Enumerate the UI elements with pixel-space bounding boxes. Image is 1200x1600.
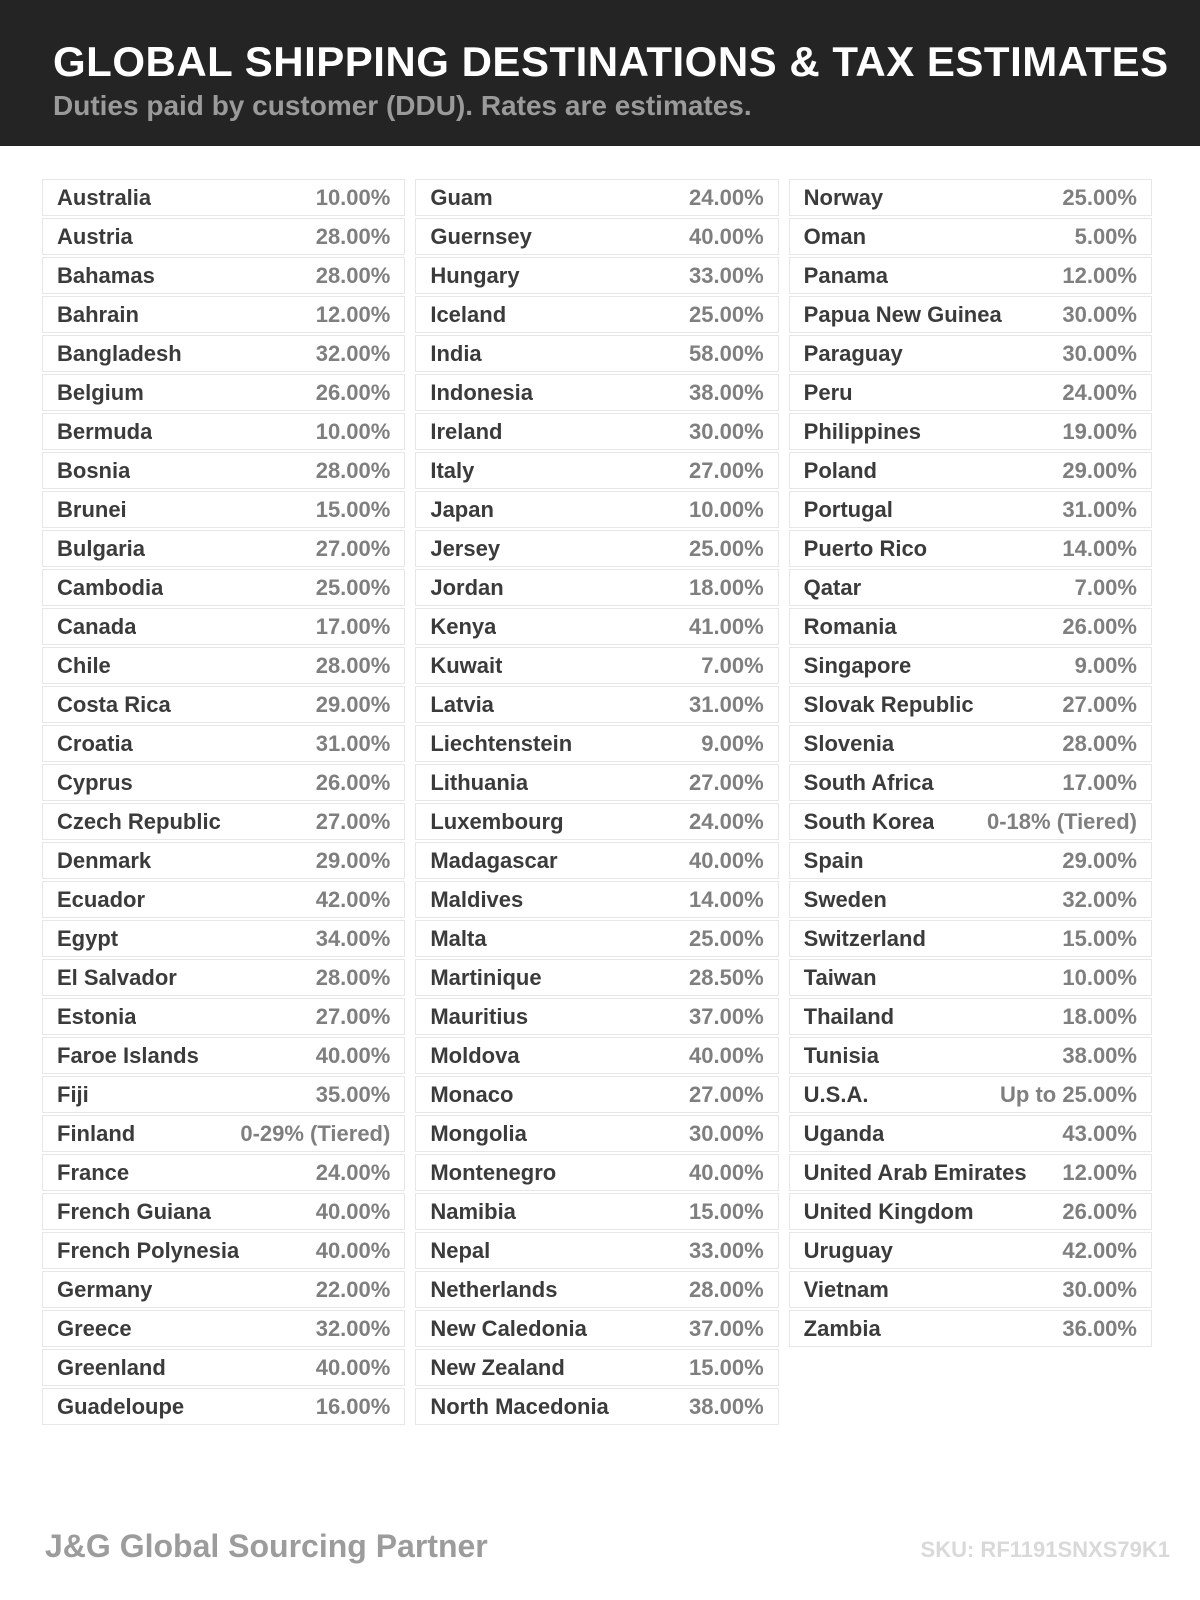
tax-rate: 42.00% (1062, 1237, 1137, 1263)
tax-rate: 15.00% (689, 1354, 764, 1380)
rates-column-2 (415, 179, 778, 1427)
tax-rate: 26.00% (315, 769, 391, 795)
tax-rate: 32.00% (315, 1315, 391, 1341)
country-name: Papua New Guinea (803, 301, 1002, 327)
table-row (789, 257, 1152, 294)
tax-rate: 24.00% (1062, 379, 1137, 405)
rates-column-3 (789, 179, 1152, 1349)
table-row (42, 1349, 405, 1386)
table-row (789, 1154, 1152, 1191)
tax-rate: 38.00% (689, 379, 764, 405)
country-name: Thailand (803, 1003, 895, 1029)
country-name: Tunisia (803, 1042, 880, 1068)
table-row (789, 686, 1152, 723)
rates-column-1 (42, 179, 405, 1427)
tax-rate: 10.00% (315, 418, 391, 444)
table-row (789, 920, 1152, 957)
header-banner (0, 0, 1200, 146)
country-name: Maldives (430, 886, 524, 912)
table-row (42, 1310, 405, 1347)
table-row (415, 1037, 778, 1074)
tax-rate: 10.00% (689, 496, 764, 522)
rates-table (0, 179, 1200, 1427)
tax-rate: 40.00% (315, 1237, 391, 1263)
table-row (42, 374, 405, 411)
tax-rate: 14.00% (689, 886, 764, 912)
tax-rate: 40.00% (689, 847, 764, 873)
country-name: North Macedonia (430, 1393, 609, 1419)
country-name: Uganda (803, 1120, 885, 1146)
country-name: Puerto Rico (803, 535, 928, 561)
country-name: Brunei (57, 496, 127, 522)
tax-rate: 29.00% (1062, 457, 1137, 483)
tax-rate: 10.00% (1062, 964, 1137, 990)
country-name: Madagascar (430, 847, 558, 873)
table-row (789, 530, 1152, 567)
table-row (415, 1310, 778, 1347)
tax-rate: 28.00% (1062, 730, 1137, 756)
table-row (789, 764, 1152, 801)
table-row (789, 1193, 1152, 1230)
tax-rate: 15.00% (315, 496, 391, 522)
tax-rate: 7.00% (701, 652, 764, 678)
country-name: Guadeloupe (57, 1393, 185, 1419)
tax-rate: 25.00% (1062, 184, 1137, 210)
table-row (42, 1271, 405, 1308)
tax-rate: 31.00% (315, 730, 391, 756)
country-name: Kuwait (430, 652, 503, 678)
table-row (42, 1076, 405, 1113)
table-row (415, 1154, 778, 1191)
country-name: Peru (803, 379, 853, 405)
tax-rate: 26.00% (1062, 1198, 1137, 1224)
country-name: Nepal (430, 1237, 491, 1263)
tax-rate: 24.00% (315, 1159, 391, 1185)
footer (45, 1528, 1170, 1565)
tax-rate: 27.00% (689, 769, 764, 795)
tax-rate: 40.00% (315, 1042, 391, 1068)
table-row (42, 881, 405, 918)
country-name: Bosnia (57, 457, 131, 483)
tax-rate: 58.00% (689, 340, 764, 366)
tax-rate: 9.00% (1074, 652, 1137, 678)
country-name: Iceland (430, 301, 507, 327)
table-row (789, 179, 1152, 216)
tax-rate: 0-29% (Tiered) (240, 1120, 391, 1146)
country-name: Montenegro (430, 1159, 557, 1185)
table-row (42, 452, 405, 489)
tax-rate: 32.00% (1062, 886, 1137, 912)
country-name: Bahrain (57, 301, 139, 327)
tax-rate: 34.00% (315, 925, 391, 951)
table-row (42, 335, 405, 372)
tax-rate: 19.00% (1062, 418, 1137, 444)
country-name: Oman (803, 223, 867, 249)
tax-rate: 28.00% (315, 457, 391, 483)
country-name: Fiji (57, 1081, 89, 1107)
table-row (789, 608, 1152, 645)
table-row (415, 257, 778, 294)
tax-rate: 14.00% (1062, 535, 1137, 561)
country-name: Bahamas (57, 262, 155, 288)
country-name: Guam (430, 184, 493, 210)
table-row (42, 569, 405, 606)
country-name: Monaco (430, 1081, 514, 1107)
table-row (415, 1193, 778, 1230)
tax-rate: 15.00% (689, 1198, 764, 1224)
country-name: Uruguay (803, 1237, 893, 1263)
tax-rate: 28.00% (315, 262, 391, 288)
table-row (42, 920, 405, 957)
tax-rate: 41.00% (689, 613, 764, 639)
table-row (415, 803, 778, 840)
table-row (789, 998, 1152, 1035)
table-row (789, 1271, 1152, 1308)
tax-rate: 26.00% (1062, 613, 1137, 639)
table-row (415, 998, 778, 1035)
country-name: India (430, 340, 482, 366)
tax-rate: 18.00% (689, 574, 764, 600)
country-name: Philippines (803, 418, 922, 444)
country-name: Portugal (803, 496, 893, 522)
tax-rate: 40.00% (689, 223, 764, 249)
tax-rate: 27.00% (315, 535, 391, 561)
table-row (789, 725, 1152, 762)
brand-name: J&G Global Sourcing Partner (45, 1528, 488, 1564)
table-row (42, 218, 405, 255)
table-row (42, 1115, 405, 1152)
table-row (789, 374, 1152, 411)
country-name: Chile (57, 652, 111, 678)
country-name: Romania (803, 613, 897, 639)
country-name: Taiwan (803, 964, 877, 990)
table-row (415, 1388, 778, 1425)
country-name: Liechtenstein (430, 730, 573, 756)
country-name: Czech Republic (57, 808, 221, 834)
table-row (789, 842, 1152, 879)
tax-rate: 24.00% (689, 808, 764, 834)
table-row (415, 608, 778, 645)
tax-rate: 30.00% (1062, 340, 1137, 366)
table-row (42, 998, 405, 1035)
tax-rate: 29.00% (315, 847, 391, 873)
table-row (415, 374, 778, 411)
table-row (42, 413, 405, 450)
table-row (789, 1115, 1152, 1152)
table-row (789, 218, 1152, 255)
table-row (789, 335, 1152, 372)
country-name: Spain (803, 847, 864, 873)
table-row (42, 803, 405, 840)
table-row (42, 296, 405, 333)
country-name: French Polynesia (57, 1237, 240, 1263)
country-name: Zambia (803, 1315, 881, 1341)
country-name: Hungary (430, 262, 520, 288)
tax-rate: 28.50% (689, 964, 764, 990)
tax-rate: 30.00% (689, 1120, 764, 1146)
table-row (42, 257, 405, 294)
tax-rate: 7.00% (1074, 574, 1137, 600)
tax-rate: 25.00% (315, 574, 391, 600)
country-name: South Korea (803, 808, 935, 834)
table-row (415, 569, 778, 606)
country-name: Cyprus (57, 769, 133, 795)
country-name: Martinique (430, 964, 542, 990)
country-name: Luxembourg (430, 808, 564, 834)
tax-rate: 25.00% (689, 535, 764, 561)
country-name: Estonia (57, 1003, 137, 1029)
country-name: Moldova (430, 1042, 520, 1068)
tax-rate: 12.00% (315, 301, 391, 327)
country-name: Denmark (57, 847, 152, 873)
table-row (415, 842, 778, 879)
table-row (789, 413, 1152, 450)
table-row (415, 179, 778, 216)
tax-rate: 40.00% (689, 1042, 764, 1068)
country-name: Ireland (430, 418, 503, 444)
tax-rate: 28.00% (315, 652, 391, 678)
table-row (789, 1037, 1152, 1074)
table-row (789, 803, 1152, 840)
country-name: Sweden (803, 886, 887, 912)
table-row (789, 1232, 1152, 1269)
country-name: Belgium (57, 379, 144, 405)
tax-rate: 38.00% (1062, 1042, 1137, 1068)
country-name: Croatia (57, 730, 133, 756)
table-row (789, 881, 1152, 918)
table-row (415, 1349, 778, 1386)
tax-rate: 37.00% (689, 1315, 764, 1341)
country-name: U.S.A. (803, 1081, 869, 1107)
country-name: Japan (430, 496, 494, 522)
table-row (415, 920, 778, 957)
tax-rate: 24.00% (689, 184, 764, 210)
table-row (42, 179, 405, 216)
country-name: Costa Rica (57, 691, 171, 717)
table-row (789, 452, 1152, 489)
table-row (42, 686, 405, 723)
tax-rate: 32.00% (315, 340, 391, 366)
country-name: Malta (430, 925, 487, 951)
tax-rate: 27.00% (315, 808, 391, 834)
table-row (415, 647, 778, 684)
tax-rate: 33.00% (689, 262, 764, 288)
table-row (789, 959, 1152, 996)
tax-rate: 35.00% (315, 1081, 391, 1107)
tax-rate: 25.00% (689, 301, 764, 327)
country-name: Switzerland (803, 925, 926, 951)
country-name: Namibia (430, 1198, 516, 1224)
table-row (42, 647, 405, 684)
tax-rate: 30.00% (1062, 301, 1137, 327)
tax-rate: 17.00% (315, 613, 391, 639)
country-name: Germany (57, 1276, 153, 1302)
table-row (42, 491, 405, 528)
table-row (415, 881, 778, 918)
tax-rate: 29.00% (315, 691, 391, 717)
country-name: Indonesia (430, 379, 534, 405)
table-row (789, 491, 1152, 528)
tax-rate: 27.00% (689, 457, 764, 483)
country-name: Panama (803, 262, 889, 288)
tax-rate: 12.00% (1062, 262, 1137, 288)
tax-rate: 43.00% (1062, 1120, 1137, 1146)
table-row (42, 725, 405, 762)
tax-rate: 28.00% (315, 964, 391, 990)
table-row (415, 335, 778, 372)
table-row (789, 647, 1152, 684)
country-name: Lithuania (430, 769, 529, 795)
tax-rate: 5.00% (1074, 223, 1137, 249)
table-row (415, 686, 778, 723)
table-row (415, 530, 778, 567)
tax-rate: 33.00% (689, 1237, 764, 1263)
table-row (42, 1193, 405, 1230)
tax-rate: 16.00% (315, 1393, 391, 1419)
tax-rate: 17.00% (1062, 769, 1137, 795)
country-name: Slovenia (803, 730, 895, 756)
country-name: Norway (803, 184, 884, 210)
table-row (415, 725, 778, 762)
country-name: Qatar (803, 574, 862, 600)
country-name: Vietnam (803, 1276, 889, 1302)
country-name: Mauritius (430, 1003, 529, 1029)
country-name: United Arab Emirates (803, 1159, 1027, 1185)
table-row (42, 842, 405, 879)
country-name: Mongolia (430, 1120, 527, 1146)
country-name: Finland (57, 1120, 136, 1146)
country-name: Guernsey (430, 223, 532, 249)
country-name: United Kingdom (803, 1198, 974, 1224)
country-name: Poland (803, 457, 877, 483)
page-subtitle: Duties paid by customer (DDU). Rates are estimates. (53, 90, 752, 122)
tax-rate: 27.00% (689, 1081, 764, 1107)
table-row (42, 608, 405, 645)
tax-rate: 10.00% (315, 184, 391, 210)
country-name: Latvia (430, 691, 494, 717)
country-name: Bulgaria (57, 535, 146, 561)
table-row (42, 1037, 405, 1074)
country-name: Netherlands (430, 1276, 558, 1302)
tax-rate: 38.00% (689, 1393, 764, 1419)
tax-rate: 27.00% (1062, 691, 1137, 717)
table-row (789, 1310, 1152, 1347)
table-row (415, 959, 778, 996)
table-row (415, 491, 778, 528)
tax-rate: 31.00% (689, 691, 764, 717)
country-name: France (57, 1159, 130, 1185)
table-row (415, 1115, 778, 1152)
tax-rate: 25.00% (689, 925, 764, 951)
table-row (415, 1271, 778, 1308)
country-name: Italy (430, 457, 475, 483)
country-name: Cambodia (57, 574, 164, 600)
country-name: Australia (57, 184, 152, 210)
tax-rate: 26.00% (315, 379, 391, 405)
country-name: Singapore (803, 652, 912, 678)
tax-rate: 18.00% (1062, 1003, 1137, 1029)
country-name: New Caledonia (430, 1315, 587, 1341)
tax-rate: 28.00% (315, 223, 391, 249)
country-name: Jersey (430, 535, 501, 561)
tax-rate: 9.00% (701, 730, 764, 756)
table-row (42, 959, 405, 996)
country-name: South Africa (803, 769, 934, 795)
tax-rate: 29.00% (1062, 847, 1137, 873)
tax-rate: 37.00% (689, 1003, 764, 1029)
country-name: Bermuda (57, 418, 153, 444)
table-row (789, 1076, 1152, 1113)
table-row (415, 452, 778, 489)
tax-rate: 15.00% (1062, 925, 1137, 951)
country-name: El Salvador (57, 964, 177, 990)
country-name: Bangladesh (57, 340, 182, 366)
country-name: Greece (57, 1315, 132, 1341)
country-name: Canada (57, 613, 137, 639)
country-name: Ecuador (57, 886, 146, 912)
country-name: New Zealand (430, 1354, 565, 1380)
tax-rate: 36.00% (1062, 1315, 1137, 1341)
table-row (42, 1232, 405, 1269)
table-row (415, 1232, 778, 1269)
country-name: Jordan (430, 574, 504, 600)
tax-rate: Up to 25.00% (1000, 1081, 1137, 1107)
tax-rate: 31.00% (1062, 496, 1137, 522)
tax-rate: 40.00% (315, 1354, 391, 1380)
country-name: Paraguay (803, 340, 903, 366)
tax-rate: 40.00% (689, 1159, 764, 1185)
country-name: Greenland (57, 1354, 166, 1380)
tax-rate: 30.00% (689, 418, 764, 444)
tax-rate: 12.00% (1062, 1159, 1137, 1185)
table-row (789, 569, 1152, 606)
table-row (42, 1154, 405, 1191)
table-row (789, 296, 1152, 333)
country-name: Slovak Republic (803, 691, 974, 717)
page-title: GLOBAL SHIPPING DESTINATIONS & TAX ESTIMATES (53, 38, 1169, 85)
table-row (415, 1076, 778, 1113)
tax-rate: 28.00% (689, 1276, 764, 1302)
country-name: Austria (57, 223, 133, 249)
tax-rate: 40.00% (315, 1198, 391, 1224)
tax-rate: 22.00% (315, 1276, 391, 1302)
table-row (42, 1388, 405, 1425)
table-row (415, 764, 778, 801)
tax-rate: 30.00% (1062, 1276, 1137, 1302)
table-row (415, 296, 778, 333)
tax-rate: 27.00% (315, 1003, 391, 1029)
table-row (415, 218, 778, 255)
country-name: Faroe Islands (57, 1042, 199, 1068)
tax-rate: 0-18% (Tiered) (987, 808, 1137, 834)
country-name: French Guiana (57, 1198, 212, 1224)
tax-rate: 42.00% (315, 886, 391, 912)
table-row (415, 413, 778, 450)
country-name: Kenya (430, 613, 497, 639)
country-name: Egypt (57, 925, 119, 951)
sku-label: SKU: RF1191SNXS79K1 (920, 1537, 1170, 1562)
table-row (42, 530, 405, 567)
table-row (42, 764, 405, 801)
